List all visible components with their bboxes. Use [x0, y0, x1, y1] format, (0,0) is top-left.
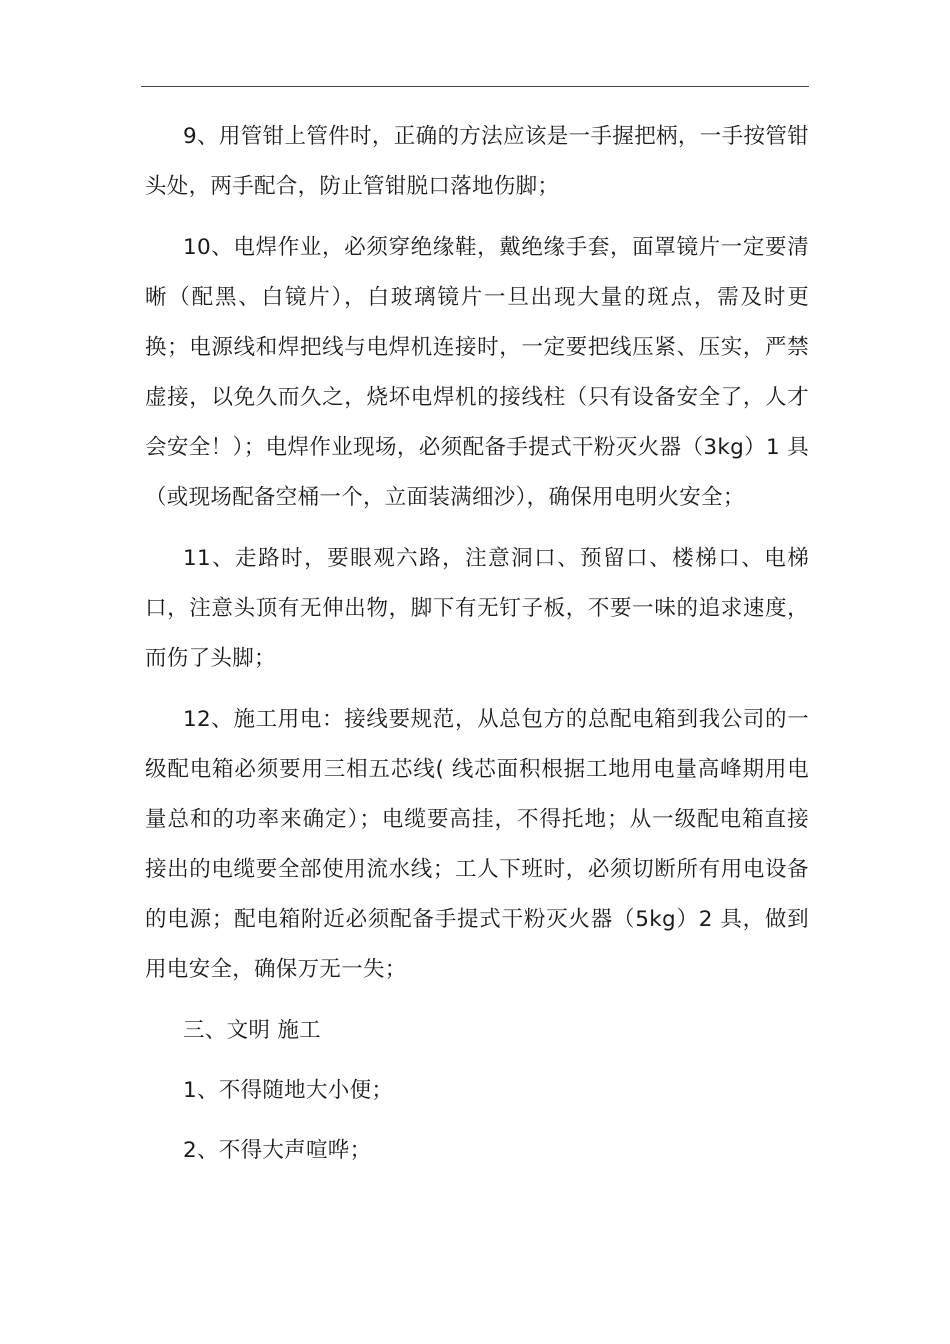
- paragraph-item-9: 9、用管钳上管件时，正确的方法应该是一手握把柄，一手按管钳头处，两手配合，防止管钳脱口落地伤脚；: [145, 124, 809, 199]
- section-heading: 三、文明 施工: [183, 1018, 321, 1043]
- paragraph-item-12: 12、施工用电：接线要规范，从总包方的总配电箱到我公司的一级配电箱必须要用三相五芯线( 线芯面积根据工地用电量高峰期用电量总和的功率来确定）；电缆要高挂，不得托地；从一级配电箱直接接出的电缆要全部使用流水线；工人下班时，必须切断所有用电设备的电源；配电箱附近必须配备手提式干粉灭火器（5kg）2 具，做到用电安全，确保万无一失；: [145, 707, 809, 982]
- list-item-2: 2、不得大声喧哗；: [183, 1138, 372, 1163]
- paragraph-item-11: 11、走路时，要眼观六路，注意洞口、预留口、楼梯口、电梯口，注意头顶有无伸出物，脚下有无钉子板，不要一味的追求速度，而伤了头脚；: [145, 546, 809, 671]
- list-item-1: 1、不得随地大小便；: [183, 1078, 394, 1103]
- paragraph-item-10: 10、电焊作业，必须穿绝缘鞋，戴绝缘手套，面罩镜片一定要清晰（配黑、白镜片），白玻璃镜片一旦出现大量的斑点，需及时更换；电源线和焊把线与电焊机连接时，一定要把线压紧、压实，严禁虚接，以免久而久之，烧坏电焊机的接线柱（只有设备安全了，人才会安全！）；电焊作业现场，必须配备手提式干粉灭火器（3kg）1 具（或现场配备空桶一个，立面装满细沙），确保用电明火安全；: [145, 235, 809, 510]
- document-body: [145, 112, 809, 1186]
- header-rule: [141, 86, 809, 87]
